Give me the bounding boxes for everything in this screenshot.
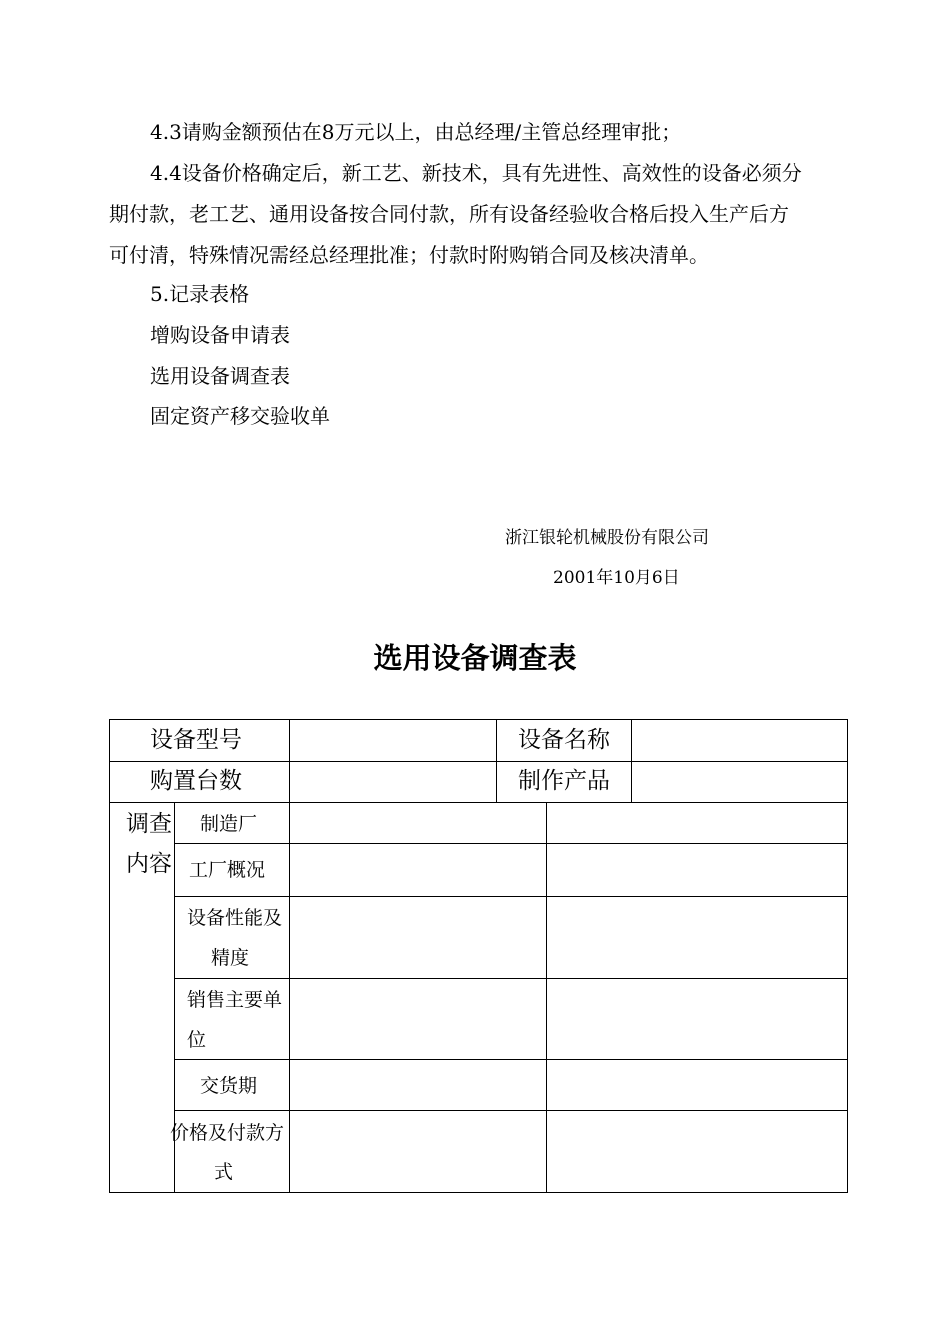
survey-content-label-line-2: 内容 (126, 851, 172, 877)
column-divider (631, 720, 632, 802)
row-divider (175, 896, 847, 897)
equipment-model-label: 设备型号 (150, 727, 242, 753)
row-divider (175, 1059, 847, 1060)
price-payment-label-line-2: 式 (214, 1161, 234, 1183)
performance-label-line-1: 设备性能及 (187, 907, 283, 929)
sales-units-label-line-2: 位 (187, 1029, 207, 1051)
issue-date: 2001年10月6日 (553, 568, 680, 588)
product-label: 制作产品 (518, 768, 610, 794)
record-form-3: 固定资产移交验收单 (150, 404, 330, 428)
equipment-name-label: 设备名称 (518, 727, 610, 753)
sales-units-label-line-1: 销售主要单 (187, 989, 283, 1011)
clause-4-4-line-3: 可付清，特殊情况需经总经理批准；付款时附购销合同及核决清单。 (109, 243, 709, 267)
survey-content-label-line-1: 调查 (126, 811, 172, 837)
section-5-heading: 5.记录表格 (150, 282, 250, 306)
row-divider (175, 978, 847, 979)
company-name: 浙江银轮机械股份有限公司 (505, 528, 709, 548)
record-form-2: 选用设备调查表 (150, 364, 290, 388)
column-divider (496, 720, 497, 802)
form-title: 选用设备调查表 (373, 641, 577, 675)
factory-overview-label: 工厂概况 (189, 859, 266, 881)
manufacturer-label: 制造厂 (200, 813, 258, 835)
row-divider (175, 1110, 847, 1111)
column-divider (289, 802, 290, 1192)
record-form-1: 增购设备申请表 (150, 323, 290, 347)
performance-label-line-2: 精度 (211, 947, 250, 969)
purchase-quantity-label: 购置台数 (150, 768, 242, 794)
column-divider (546, 802, 547, 1192)
column-divider (289, 720, 290, 802)
survey-form-table (109, 719, 848, 1193)
delivery-period-label: 交货期 (200, 1075, 258, 1097)
price-payment-label-line-1: 价格及付款方 (170, 1122, 285, 1144)
row-divider (110, 802, 847, 803)
clause-4-4-line-1: 4.4设备价格确定后，新工艺、新技术，具有先进性、高效性的设备必须分 (150, 161, 802, 185)
clause-4-4-line-2: 期付款，老工艺、通用设备按合同付款，所有设备经验收合格后投入生产后方 (109, 202, 789, 226)
clause-4-3: 4.3请购金额预估在8万元以上，由总经理/主管总经理审批； (150, 120, 682, 144)
row-divider (175, 843, 847, 844)
